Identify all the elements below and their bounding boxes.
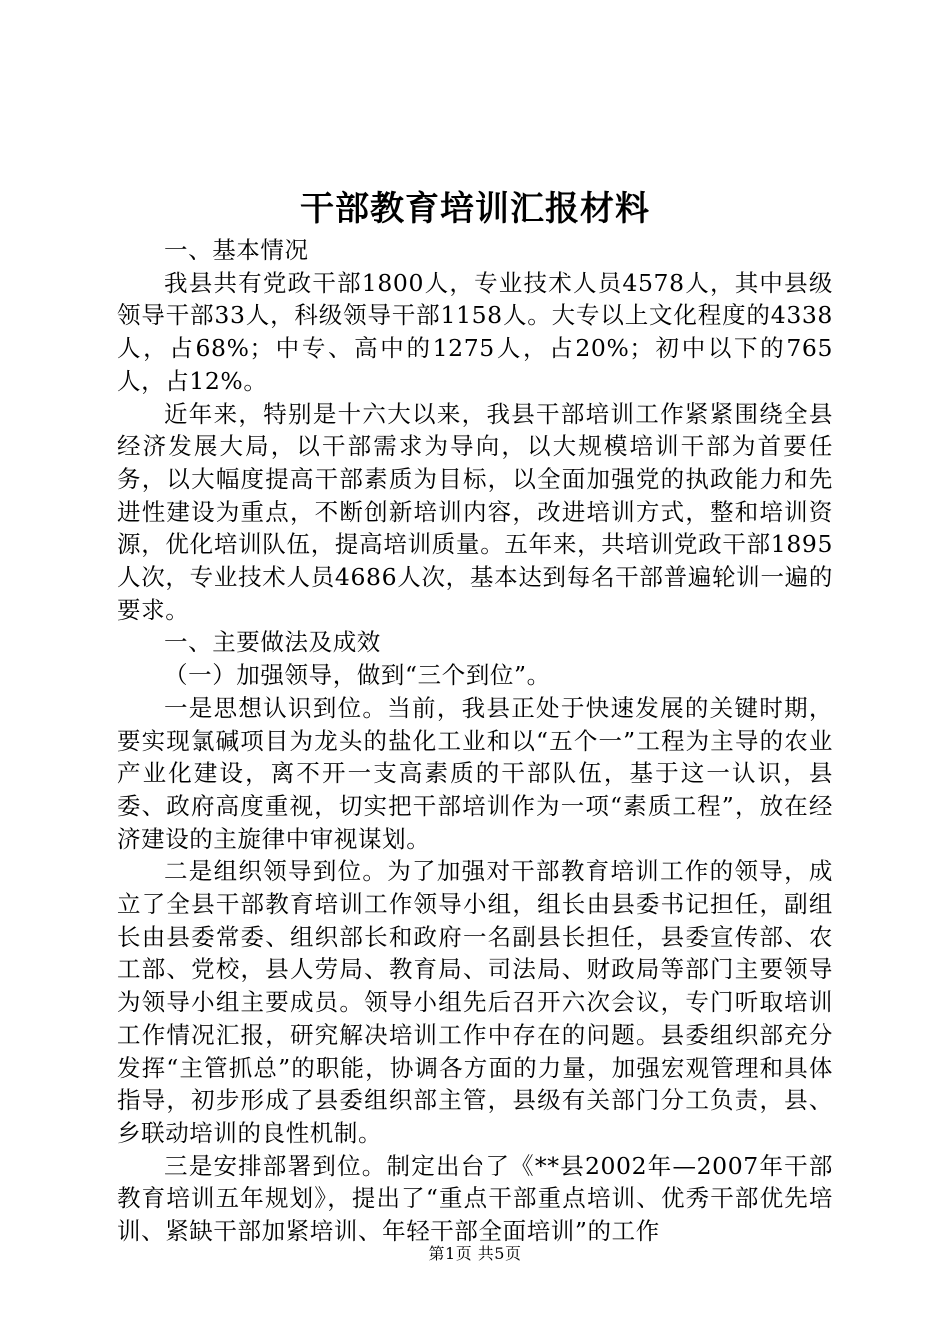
paragraph-organization: 二是组织领导到位。为了加强对干部教育培训工作的领导，成立了全县干部教育培训工作领导小组，组长由县委书记担任，副组长由县委常委、组织部长和政府一名副县长担任，县委宣传部、农工部、党校，县人劳局、教育局、司法局、财政局等部门主要领导为领导小组主要成员。领导小组先后召开六次会议，专门听取培训工作情况汇报，研究解决培训工作中存在的问题。县委组织部充分发挥“主管抓总”的职能，协调各方面的力量，加强宏观管理和具体指导，初步形成了县委组织部主管，县级有关部门分工负责，县、乡联动培训的良性机制。 <box>117 857 833 1147</box>
paragraph-staff-statistics: 我县共有党政干部1800人，专业技术人员4578人，其中县级领导干部33人，科级领导干部1158人。大专以上文化程度的4338人，占68%；中专、高中的1275人，占20%；初中以下的765人，占12%。 <box>117 268 833 395</box>
subsection-heading-leadership: （一）加强领导，做到“三个到位”。 <box>164 661 551 690</box>
page-number-footer: 第1页 共5页 <box>428 1244 522 1263</box>
paragraph-awareness: 一是思想认识到位。当前，我县正处于快速发展的关键时期，要实现氯碱项目为龙头的盐化工业和以“五个一”工程为主导的农业产业化建设，离不开一支高素质的干部队伍，基于这一认识，县委、政府高度重视，切实把干部培训作为一项“素质工程”，放在经济建设的主旋律中审视谋划。 <box>117 693 833 853</box>
document-title: 干部教育培训汇报材料 <box>300 189 650 229</box>
section-heading-basic: 一、基本情况 <box>164 236 309 264</box>
paragraph-planning: 三是安排部署到位。制定出台了《**县2002年—2007年干部教育培训五年规划》，提出了“重点干部重点培训、优秀干部优先培训、紧缺干部加紧培训、年轻干部全面培训”的工作 <box>117 1151 833 1246</box>
paragraph-recent-work: 近年来，特别是十六大以来，我县干部培训工作紧紧围绕全县经济发展大局，以干部需求为导向，以大规模培训干部为首要任务，以大幅度提高干部素质为目标，以全面加强党的执政能力和先进性建设为重点，不断创新培训内容，改进培训方式，整和培训资源，优化培训队伍，提高培训质量。五年来，共培训党政干部1895人次，专业技术人员4686人次，基本达到每名干部普遍轮训一遍的要求。 <box>117 399 833 624</box>
document-body <box>117 234 833 1248</box>
section-heading-methods: 一、主要做法及成效 <box>164 628 381 657</box>
